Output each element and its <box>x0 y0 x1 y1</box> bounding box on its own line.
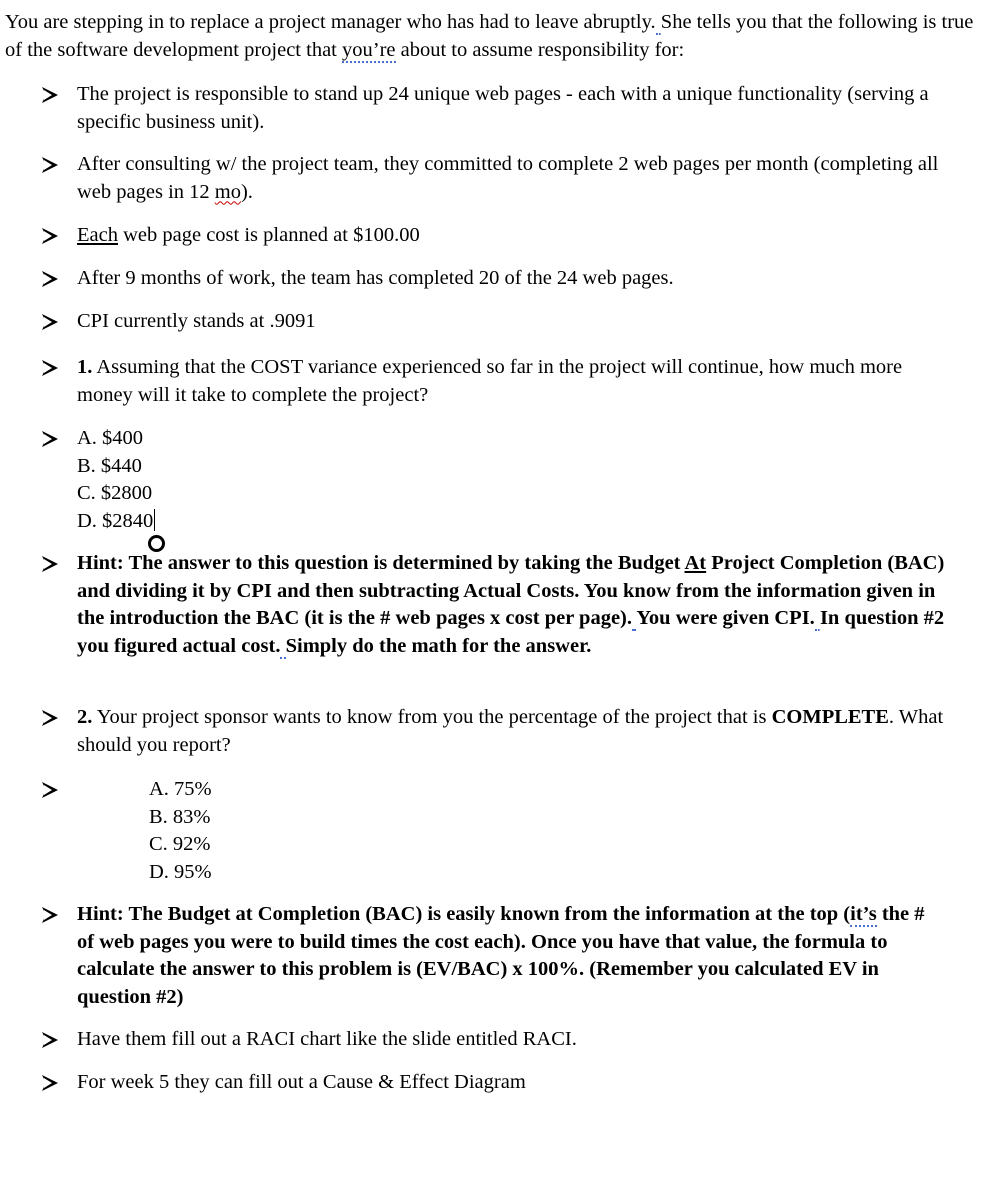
hint-2-text-1: Hint: The Budget at Completion (BAC) is easily known from the information at the top ( <box>77 903 851 925</box>
hint-1 <box>77 550 947 660</box>
question-2-end: . What should you report? <box>77 706 944 756</box>
intro-text-youre: you’re <box>342 38 396 61</box>
commitment-end: ). <box>240 180 253 203</box>
option-c: C. $2800 <box>77 482 153 504</box>
option-a: A. 75% <box>149 778 212 800</box>
hint-2-text-2: the # of web pages you were to build times the cost each). Once you have that value, the formula to calculate the answer to this problem is (EV/BAC) x 100%. (Remember you calculated EV in question #2) <box>77 903 925 1008</box>
option-b: B. 83% <box>149 805 211 828</box>
bullet-item-cpi: CPI currently stands at .9091 <box>77 310 316 332</box>
question-1 <box>77 354 957 409</box>
bullet-arrow-icon <box>41 87 59 103</box>
commitment-text: After consulting w/ the project team, they committed to complete 2 web pages per month (completing all web pages in 12 <box>77 153 939 203</box>
question-2-options <box>149 776 212 886</box>
hint-1-text-2: Project Completion (BAC) and dividing it by CPI and then subtracting Actual Costs. You know from the information given in the introduction the BAC (it is the # web pages x cost per page). <box>77 552 945 629</box>
question-2 <box>77 704 957 759</box>
option-a: A. $400 <box>77 427 144 449</box>
bullet-arrow-icon <box>41 782 59 798</box>
bullet-arrow-icon <box>41 314 59 330</box>
option-d: D. 95% <box>149 860 212 883</box>
bullet-item-pages: The project is responsible to stand up 24 unique web pages - each with a unique functionality (serving a specific business unit). <box>77 83 929 133</box>
bullet-arrow-icon <box>41 228 59 244</box>
hint-1-at: At <box>684 552 707 574</box>
cost-each: Each <box>77 224 118 246</box>
hint-1-text-4: In question #2 you figured actual cost. <box>77 607 945 657</box>
hint-1-text-3: You were given CPI. <box>636 607 815 629</box>
intro-paragraph <box>5 9 990 64</box>
hint-2-its: it’s <box>850 903 877 925</box>
question-2-complete: COMPLETE <box>771 706 889 728</box>
bullet-arrow-icon <box>41 271 59 287</box>
bullet-arrow-icon <box>41 907 59 923</box>
bullet-arrow-icon <box>41 157 59 173</box>
bullet-item-commitment <box>77 151 957 206</box>
option-d-text: D. $2840 <box>77 509 154 532</box>
bullet-arrow-icon <box>41 431 59 447</box>
bullet-arrow-icon <box>41 1032 59 1048</box>
question-1-options <box>77 425 155 535</box>
option-c: C. 92% <box>149 833 211 855</box>
bullet-item-cost <box>77 222 957 250</box>
hint-1-text-1: Hint: The answer to this question is determined by taking the Budget <box>77 552 681 574</box>
bullet-arrow-icon <box>41 360 59 376</box>
raci-text: Have them fill out a RACI chart like the slide entitled RACI. <box>77 1028 577 1050</box>
hint-1-text-5: Simply do the math for the answer. <box>285 634 592 657</box>
question-2-number: 2. <box>77 706 93 728</box>
bullet-item-raci <box>77 1026 957 1054</box>
question-2-text: Your project sponsor wants to know from you the percentage of the project that is <box>96 706 767 728</box>
bullet-arrow-icon <box>41 710 59 726</box>
bullet-item-progress: After 9 months of work, the team has completed 20 of the 24 web pages. <box>77 267 674 289</box>
cost-text: web page cost is planned at $100.00 <box>123 224 420 246</box>
intro-text-3: about to assume responsibility for: <box>400 38 685 61</box>
question-1-text: Assuming that the COST variance experienced so far in the project will continue, how much more money will it take to complete the project? <box>77 356 903 406</box>
bullet-arrow-icon <box>41 556 59 572</box>
bullet-arrow-icon <box>41 1075 59 1091</box>
question-1-number: 1. <box>77 356 93 378</box>
text-caret <box>154 509 155 531</box>
hint-2 <box>77 901 937 1011</box>
bullet-item-week5: For week 5 they can fill out a Cause & Effect Diagram <box>77 1071 526 1093</box>
option-b: B. $440 <box>77 454 142 477</box>
intro-text-2: She tells you that the following is true of the software development project that <box>5 11 974 61</box>
commitment-mo: mo <box>214 180 241 203</box>
option-d <box>77 508 155 536</box>
intro-text-1: You are stepping in to replace a project manager who has had to leave abruptly. <box>5 11 656 33</box>
